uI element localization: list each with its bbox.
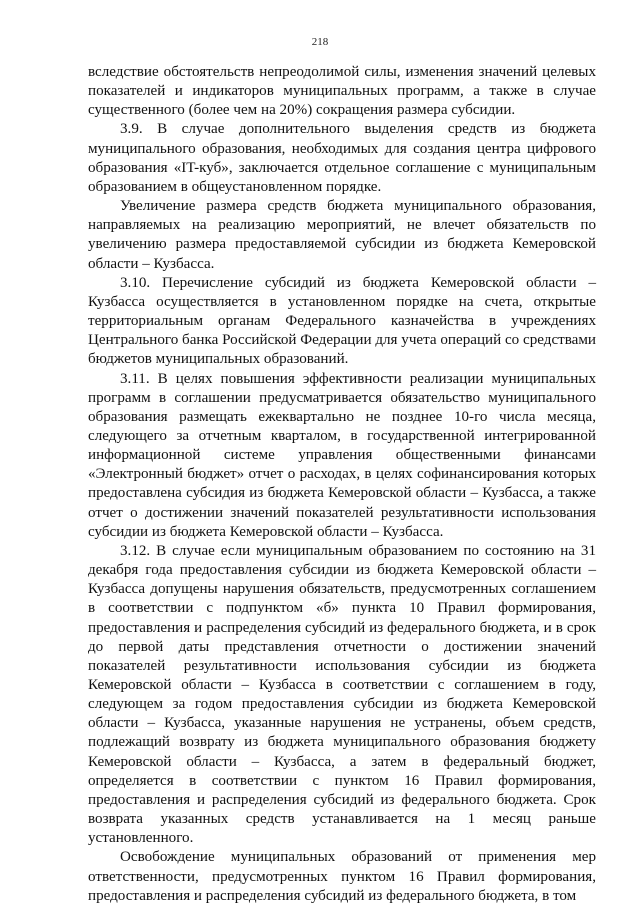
page-number: 218 <box>311 36 329 48</box>
document-body <box>88 63 596 906</box>
paragraph-3-12: 3.12. В случае если муниципальным образованием по состоянию на 31 декабря года предоставления субсидии из бюджета Кемеровской области – Кузбасса допущены нарушения обязательств, предусмотренных соглашением в соответствии с подпунктом «б» пункта 10 Правил формирования, предоставления и распределения субсидий из федерального бюджета, и в срок до первой даты представления отчетности о достижении значений показателей результативности использования субсидии из бюджета Кемеровской области – Кузбасса в соответствии с соглашением в году, следующем за годом предоставления субсидии из бюджета Кемеровской области – Кузбасса, указанные нарушения не устранены, объем средств, подлежащий возврату из бюджета муниципального образования бюджету Кемеровской области – Кузбасса, а затем в федеральный бюджет, определяется в соответствии с пунктом 16 Правил формирования, предоставления и распределения субсидий из федерального бюджета. Срок возврата указанных средств устанавливается на 1 месяц раньше установленного. <box>88 542 596 847</box>
paragraph-continuation: вследствие обстоятельств непреодолимой силы, изменения значений целевых показателей и индикаторов муниципальных программ, а также в случае существенного (более чем на 20%) сокращения размера субсидии. <box>88 64 596 119</box>
paragraph-budget-increase: Увеличение размера средств бюджета муниципального образования, направляемых на реализацию мероприятий, не влечет обязательств по увеличению размера предоставляемой субсидии из бюджета Кемеровской области – Кузбасса. <box>88 198 596 272</box>
paragraph-exemption: Освобождение муниципальных образований от применения мер ответственности, предусмотренных пунктом 16 Правил формирования, предоставления и распределения субсидий из федерального бюджета, в том <box>88 849 596 904</box>
paragraph-3-9: 3.9. В случае дополнительного выделения средств из бюджета муниципального образования, необходимых для создания центра цифрового образования «IT-куб», заключается отдельное соглашение с муниципальным образованием в общеустановленном порядке. <box>88 121 596 195</box>
paragraph-3-11: 3.11. В целях повышения эффективности реализации муниципальных программ в соглашении предусматривается обязательство муниципального образования размещать ежеквартально не позднее 10-го числа месяца, следующего за отчетным кварталом, в государственной интегрированной информационной системе управления общественными финансами «Электронный бюджет» отчет о расходах, в целях софинансирования которых предоставлена субсидия из бюджета Кемеровской области – Кузбасса, а также отчет о достижении значений показателей результативности использования субсидии из бюджета Кемеровской области – Кузбасса. <box>88 370 596 540</box>
paragraph-3-10: 3.10. Перечисление субсидий из бюджета Кемеровской области – Кузбасса осуществляется в установленном порядке на счета, открытые территориальным органам Федерального казначейства в учреждениях Центрального банка Российской Федерации для учета операций со средствами бюджетов муниципальных образований. <box>88 274 596 368</box>
